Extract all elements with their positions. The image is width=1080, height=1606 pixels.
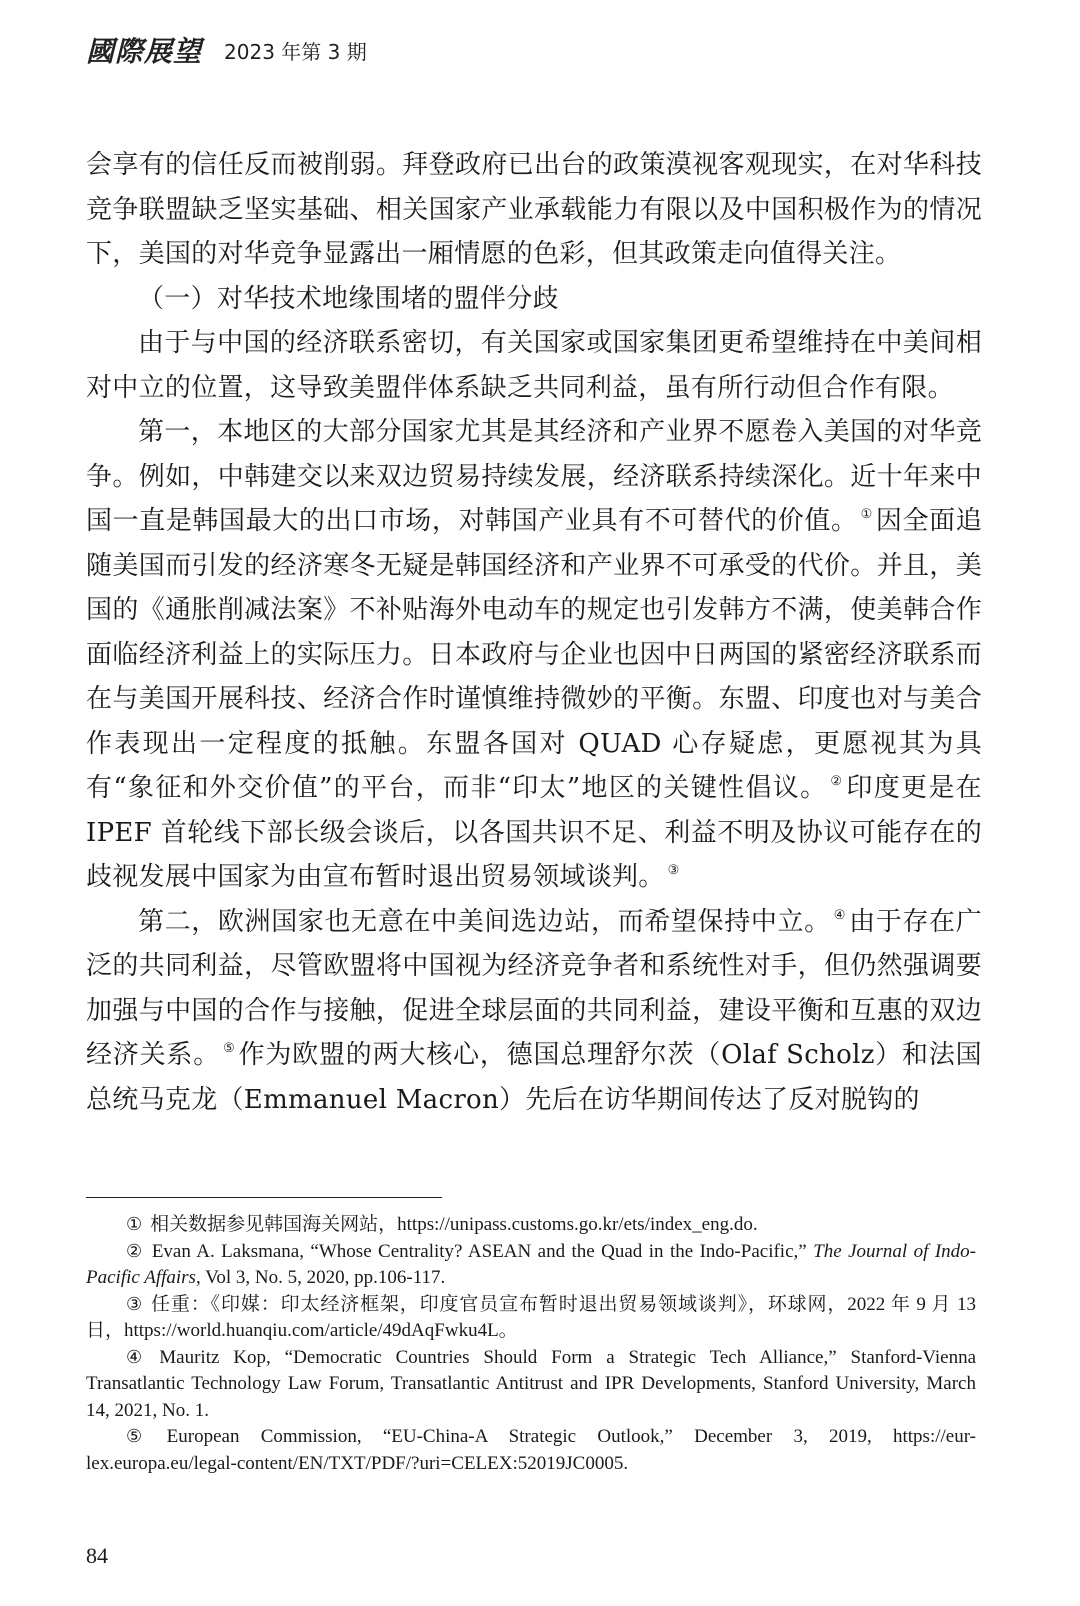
footnote-5 [86,1424,976,1477]
footnote-ref-3[interactable]: ③ [667,863,680,878]
footnote-divider [86,1197,442,1198]
footnote-5-text: European Commission, “EU-China-A Strategic Outlook,” December 3, 2019, https://eur-lex.europa.eu/legal-content/EN/TXT/PDF/?uri=CELEX:52019JC0005. [86,1426,976,1474]
main-text [86,143,982,1122]
footnote-1-mark: ① [126,1214,143,1235]
paragraph-1: 会享有的信任反而被削弱。拜登政府已出台的政策漠视客观现实，在对华科技竞争联盟缺乏坚实基础、相关国家产业承载能力有限以及中国积极作为的情况下，美国的对华竞争显露出一厢情愿的色彩，但其政策走向值得关注。 [86,150,982,269]
footnote-2-journal-title: The Journal of Indo-Pacific Affairs [86,1240,976,1288]
footnote-2-text-a: Evan A. Laksmana, “Whose Centrality? ASEAN and the Quad in the Indo-Pacific,” [151,1240,814,1262]
paragraph-3 [86,410,982,900]
paragraph-3-part-b: 因全面追随美国而引发的经济寒冬无疑是韩国经济和产业界不可承受的代价。并且，美国的《通胀削减法案》不补贴海外电动车的规定也引发韩方不满，使美韩合作面临经济利益上的实际压力。日本政府与企业也因中日两国的紧密经济联系而在与美国开展科技、经济合作时谨慎维持微妙的平衡。东盟、印度也对与美合作表现出一定程度的抵触。东盟各国对 QUAD 心存疑虑，更愿视其为具有“象征和外交价值”的平台，而非“印太”地区的关键性倡议。 [86,506,982,803]
paragraph-4-part-b: 由于存在广泛的共同利益，尽管欧盟将中国视为经济竞争者和系统性对手，但仍然强调要加强与中国的合作与接触，促进全球层面的共同利益，建设平衡和互惠的双边经济关系。 [86,906,982,1070]
footnote-4 [86,1345,976,1425]
footnote-3 [86,1292,976,1345]
footnote-2-text-b: , Vol 3, No. 5, 2020, pp.106-117. [195,1267,446,1288]
footnote-1 [86,1212,976,1239]
paragraph-2: 由于与中国的经济联系密切，有关国家或国家集团更希望维持在中美间相对中立的位置，这导致美盟伴体系缺乏共同利益，虽有所行动但合作有限。 [86,328,982,403]
footnotes [86,1212,976,1477]
footnote-ref-5[interactable]: ⑤ [223,1041,236,1056]
footnote-5-mark: ⑤ [126,1426,159,1447]
footnote-4-mark: ④ [126,1346,152,1368]
footnote-4-text: Mauritz Kop, “Democratic Countries Should Form a Strategic Tech Alliance,” Stanford-Vienna Transatlantic Technology Law Forum, Transatlantic Antitrust and IPR Developments, Stanford University, March 14, 2021, No. 1. [86,1346,976,1421]
paragraph-4-part-c: 作为欧盟的两大核心，德国总理舒尔茨（Olaf Scholz）和法国总统马克龙（Emmanuel Macron）先后在访华期间传达了反对脱钩的 [86,1040,982,1115]
footnote-ref-2[interactable]: ② [830,774,844,789]
footnote-ref-4[interactable]: ④ [833,907,847,923]
paragraph-3-part-c: 印度更是在 IPEF 首轮线下部长级会谈后，以各国共识不足、利益不明及协议可能存在的歧视发展中国家为由宣布暂时退出贸易领域谈判。 [86,773,982,892]
section-subheading: （一）对华技术地缘围堵的盟伴分歧 [138,283,559,314]
page-header [86,30,367,70]
journal-logo: 國際展望 [86,35,203,68]
footnote-3-text: 任重：《印媒：印太经济框架，印度官员宣布暂时退出贸易领域谈判》，环球网，2022 年 9 月 13 日，https://world.huanqiu.com/article/49dAqFwku4L。 [86,1293,976,1341]
paragraph-4-part-a: 第二，欧洲国家也无意在中美间选边站，而希望保持中立。 [138,906,831,937]
footnote-2 [86,1239,976,1292]
footnote-ref-1[interactable]: ① [860,507,873,522]
footnote-1-text: 相关数据参见韩国海关网站，https://unipass.customs.go.kr/ets/index_eng.do. [150,1214,758,1235]
issue-label: 2023 年第 3 期 [224,39,367,64]
paragraph-4 [86,900,982,1123]
footnote-3-mark: ③ [126,1293,144,1315]
page-number: 84 [86,1543,108,1568]
paragraph-3-part-a: 第一，本地区的大部分国家尤其是其经济和产业界不愿卷入美国的对华竞争。例如，中韩建交以来双边贸易持续发展，经济联系持续深化。近十年来中国一直是韩国最大的出口市场，对韩国产业具有不可替代的价值。 [86,417,982,536]
footnote-2-mark: ② [126,1240,144,1262]
